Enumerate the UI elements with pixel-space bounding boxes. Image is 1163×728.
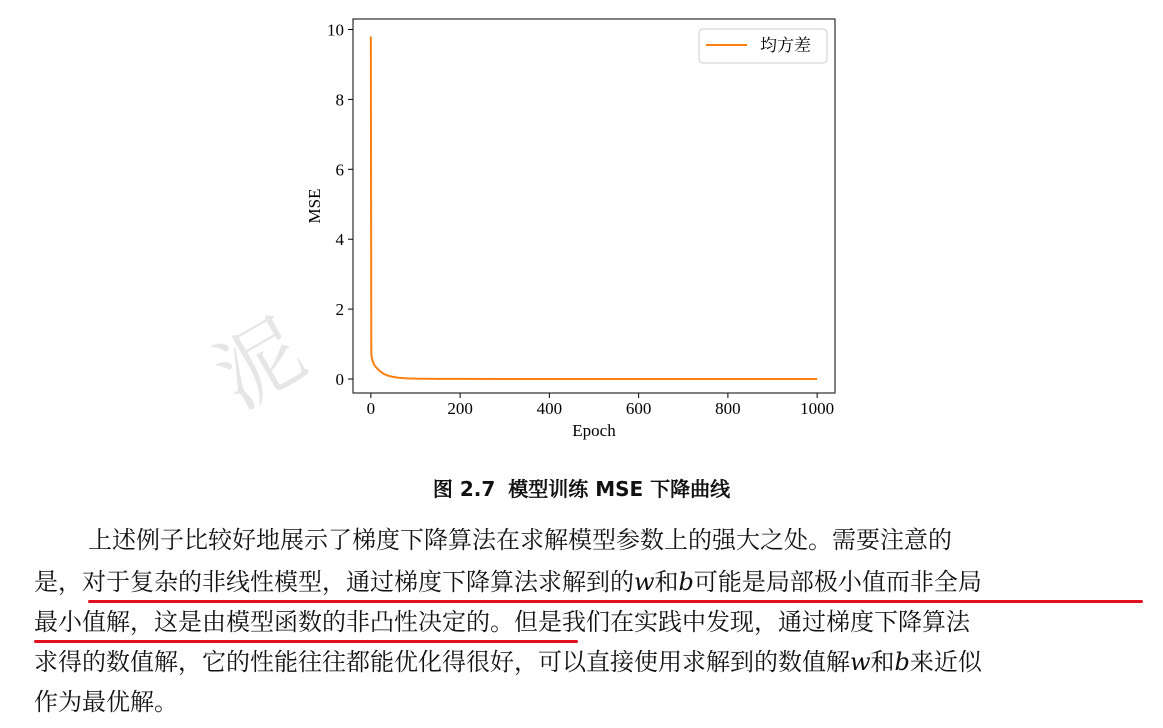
x-tick-label: 600	[625, 399, 652, 418]
text-run: 来近似	[909, 648, 982, 676]
caption-text: 模型训练 MSE 下降曲线	[508, 477, 731, 501]
variable-w: w	[850, 648, 871, 676]
text-run: 和	[870, 648, 895, 676]
highlight-underline	[34, 640, 578, 643]
text-run: 但是我们在实践中发现，通过梯度下降算法	[514, 608, 970, 636]
paragraph-line: 上述例子比较好地展示了梯度下降算法在求解模型参数上的强大之处。需要注意的	[88, 526, 952, 554]
x-axis-ticks	[367, 393, 835, 418]
y-axis-label: MSE	[305, 188, 324, 224]
paragraph-line	[34, 564, 982, 600]
watermark: 泥	[198, 300, 321, 428]
legend	[699, 29, 827, 63]
y-tick-label: 10	[327, 20, 344, 40]
text-run: 求得的数值解，它的性能往往都能优化得很好，可以直接使用求解到的数值解	[34, 648, 850, 676]
figure-caption	[0, 473, 1163, 502]
y-tick-label: 0	[335, 370, 344, 390]
x-tick-label: 200	[447, 399, 473, 418]
text-run: 对于复杂的非线性模型，通过梯度下降算法求解到的	[82, 568, 634, 596]
series-line-mse	[371, 36, 817, 378]
variable-b: b	[678, 568, 694, 596]
paragraph-line	[34, 604, 970, 640]
variable-w: w	[634, 568, 655, 596]
legend-label: 均方差	[760, 36, 811, 55]
caption-label: 图 2.7	[432, 477, 496, 501]
x-tick-label: 0	[366, 399, 376, 418]
paragraph-line: 作为最优解。	[34, 688, 178, 716]
paragraph-line	[34, 644, 982, 680]
plot-frame	[353, 19, 835, 393]
y-tick-label: 2	[335, 300, 344, 320]
text-run: 最小值解，这是由模型函数的非凸性决定的。	[34, 608, 514, 636]
text-run: 是，	[34, 568, 82, 596]
x-tick-label: 1000	[800, 399, 835, 418]
y-tick-label: 4	[335, 230, 344, 250]
y-axis-ticks	[327, 20, 353, 389]
text-run: 可能是局部极小值而非全局	[693, 568, 982, 596]
y-tick-label: 8	[335, 90, 344, 110]
y-tick-label: 6	[335, 160, 344, 180]
x-tick-label: 400	[536, 399, 563, 418]
x-tick-label: 800	[715, 399, 741, 418]
text-run: 和	[654, 568, 679, 596]
highlight-underline	[88, 600, 1143, 603]
x-axis-label: Epoch	[572, 421, 616, 440]
variable-b: b	[894, 648, 910, 676]
